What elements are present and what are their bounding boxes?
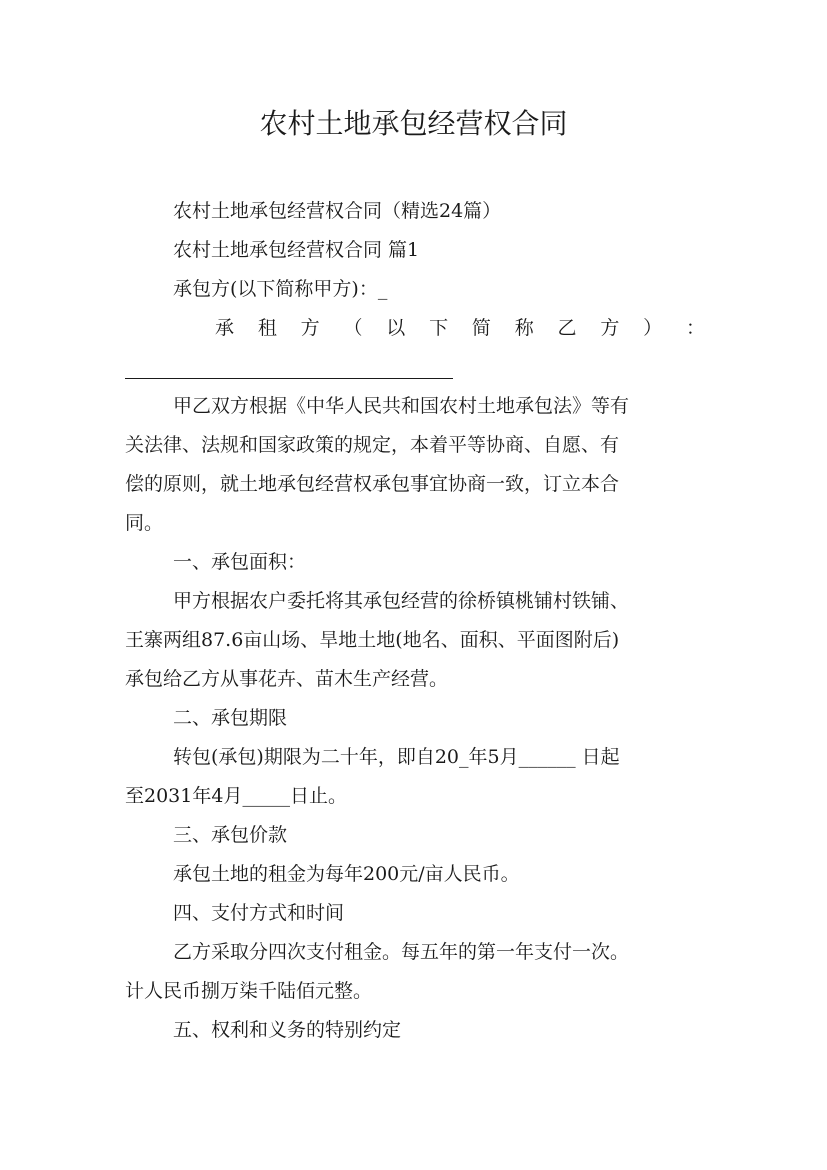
intro-paragraph bbox=[125, 387, 705, 543]
paragraph-line: 转包(承包)期限为二十年，即自20_年5月______ 日起 bbox=[173, 746, 620, 768]
party-b-char: 乙 bbox=[557, 317, 577, 339]
section-heading-4: 四、支付方式和时间 bbox=[173, 902, 345, 924]
document-subtitle: 农村土地承包经营权合同（精选24篇） bbox=[173, 200, 502, 222]
section-2-paragraph bbox=[125, 738, 705, 816]
paragraph-line: 承包给乙方从事花卉、苗木生产经营。 bbox=[125, 668, 449, 690]
party-b-char: 以 bbox=[386, 317, 406, 339]
section-heading-2: 二、承包期限 bbox=[173, 707, 288, 729]
underline-blank bbox=[125, 378, 453, 379]
party-b-char: 称 bbox=[514, 317, 534, 339]
section-3-paragraph: 承包土地的租金为每年200元/亩人民币。 bbox=[173, 863, 520, 885]
party-b-char: ） bbox=[643, 317, 663, 339]
party-b-char: 方 bbox=[600, 317, 620, 339]
document-body bbox=[125, 192, 705, 1050]
party-a-line: 承包方(以下简称甲方)：_ bbox=[173, 278, 388, 300]
document-title: 农村土地承包经营权合同 bbox=[259, 107, 568, 140]
chapter-heading: 农村土地承包经营权合同 篇1 bbox=[173, 239, 420, 261]
section-1-paragraph bbox=[125, 582, 705, 699]
party-b-char: 方 bbox=[300, 317, 320, 339]
party-b-char: ： bbox=[685, 317, 705, 339]
paragraph-line: 甲方根据农户委托将其承包经营的徐桥镇桃铺村铁铺、 bbox=[173, 590, 630, 612]
paragraph-line: 甲乙双方根据《中华人民共和国农村土地承包法》等有 bbox=[173, 395, 630, 417]
section-heading-5: 五、权利和义务的特别约定 bbox=[173, 1019, 402, 1041]
party-b-char: 简 bbox=[471, 317, 491, 339]
party-b-char: （ bbox=[343, 317, 363, 339]
paragraph-line: 同。 bbox=[125, 512, 164, 534]
party-b-char: 租 bbox=[257, 317, 277, 339]
section-4-paragraph bbox=[125, 933, 705, 1011]
party-b-char: 下 bbox=[429, 317, 449, 339]
paragraph-line: 乙方采取分四次支付租金。每五年的第一年支付一次。 bbox=[173, 941, 630, 963]
section-heading-1: 一、承包面积： bbox=[173, 551, 307, 573]
section-heading-3: 三、承包价款 bbox=[173, 824, 288, 846]
paragraph-line: 关法律、法规和国家政策的规定，本着平等协商、自愿、有 bbox=[125, 434, 620, 456]
paragraph-line: 计人民币捌万柒千陆佰元整。 bbox=[125, 980, 373, 1002]
paragraph-line: 王寨两组87.6亩山场、旱地土地(地名、面积、平面图附后) bbox=[125, 629, 620, 651]
paragraph-line: 偿的原则，就土地承包经营权承包事宜协商一致，订立本合 bbox=[125, 473, 620, 495]
party-b-blank-line bbox=[125, 348, 705, 387]
paragraph-line: 至2031年4月_____日止。 bbox=[125, 785, 347, 807]
party-b-char: 承 bbox=[215, 317, 235, 339]
party-b-line bbox=[125, 309, 705, 348]
